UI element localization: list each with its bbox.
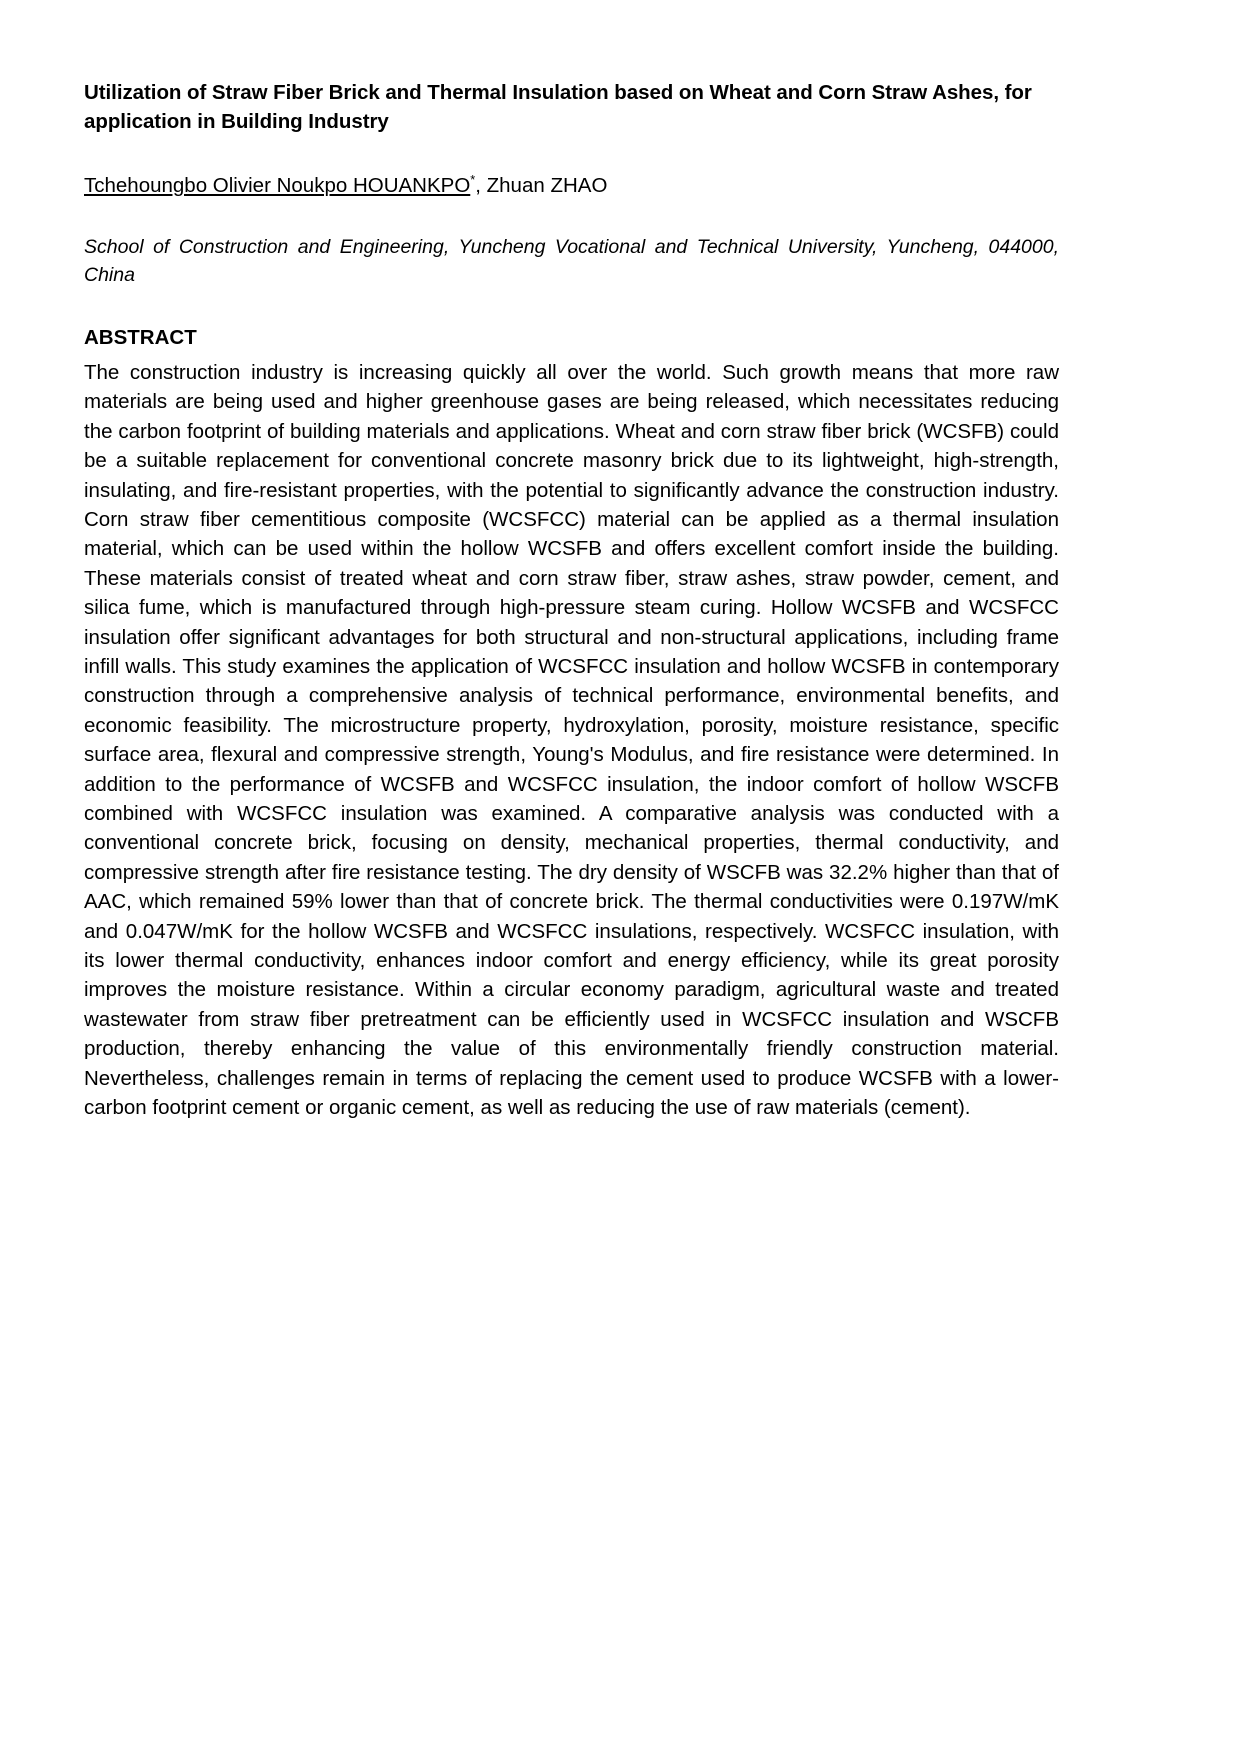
corresponding-author-marker: * [470,172,476,188]
affiliation-line: School of Construction and Engineering, Yuncheng Vocational and Technical University, Yuncheng, 044000, China [84,235,1059,286]
abstract-section [84,358,1059,1123]
author-name-primary: Tchehoungbo Olivier Noukpo HOUANKPO [84,174,471,198]
abstract-paragraph: The construction industry is increasing quickly all over the world. Such growth means that more raw materials are being used and higher greenhouse gases are being released, which necessitates reducing the carbon footprint of building materials and applications. Wheat and corn straw fiber brick (WCSFB) could be a suitable replacement for conventional concrete masonry brick due to its lightweight, high-strength, insulating, and fire-resistant properties, with the potential to significantly advance the construction industry. Corn straw fiber cementitious composite (WCSFCC) material can be applied as a thermal insulation material, which can be used within the hollow WCSFB and offers excellent comfort inside the building. These materials consist of treated wheat and corn straw fiber, straw ashes, straw powder, cement, and silica fume, which is manufactured through high-pressure steam curing. Hollow WCSFB and WCSFCC insulation offer significant advantages for both structural and non-structural applications, including frame infill walls. This study examines the application of WCSFCC insulation and hollow WCSFB in contemporary construction through a comprehensive analysis of technical performance, environmental benefits, and economic feasibility. The microstructure property, hydroxylation, porosity, moisture resistance, specific surface area, flexural and compressive strength, Young's Modulus, and fire resistance were determined. In addition to the performance of WCSFB and WCSFCC insulation, the indoor comfort of hollow WSCFB combined with WCSFCC insulation was examined. A comparative analysis was conducted with a conventional concrete brick, focusing on density, mechanical properties, thermal conductivity, and compressive strength after fire resistance testing. The dry density of WSCFB was 32.2% higher than that of AAC, which remained 59% lower than that of concrete brick. The thermal conductivities were 0.197W/mK and 0.047W/mK for the hollow WCSFB and WCSFCC insulations, respectively. WCSFCC insulation, with its lower thermal conductivity, enhances indoor comfort and energy efficiency, while its great porosity improves the moisture resistance. Within a circular economy paradigm, agricultural waste and treated wastewater from straw fiber pretreatment can be efficiently used in WCSFCC insulation and WSCFB production, thereby enhancing the value of this environmentally friendly construction material. Nevertheless, challenges remain in terms of replacing the cement used to produce WCSFB with a lower-carbon footprint cement or organic cement, as well as reducing the use of raw materials (cement). [84,360,1059,1120]
page-title: Utilization of Straw Fiber Brick and Thermal Insulation based on Wheat and Corn Straw Ashes, for application in Building Industry [84,81,1032,134]
author-line [84,172,1059,200]
author-name-secondary: , Zhuan ZHAO [475,174,608,198]
abstract-heading: ABSTRACT [84,326,197,350]
